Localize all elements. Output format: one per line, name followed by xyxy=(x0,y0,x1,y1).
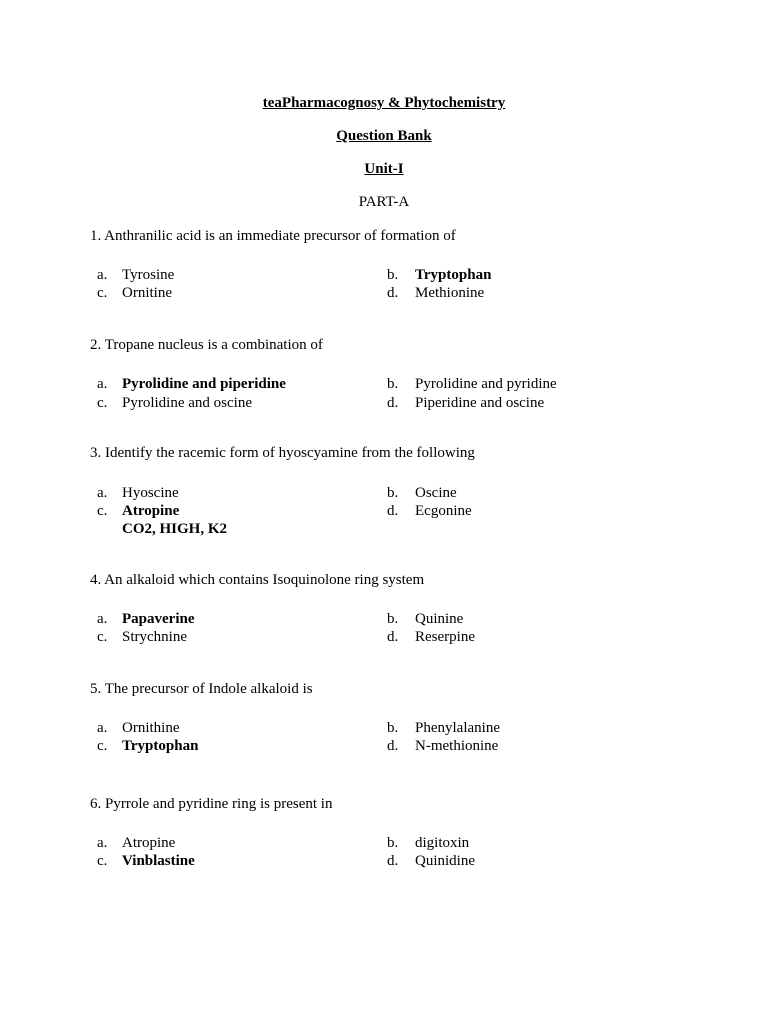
option-text-correct: Atropine xyxy=(122,503,180,519)
option-text: digitoxin xyxy=(415,835,470,851)
option-label: b. xyxy=(387,485,399,501)
question-3-note: CO2, HIGH, K2 xyxy=(122,521,228,537)
option-label: a. xyxy=(97,611,108,627)
option-text: Tyrosine xyxy=(122,267,175,283)
option-text-correct: Pyrolidine and piperidine xyxy=(122,376,286,392)
part-heading: PART-A xyxy=(358,194,410,210)
option-label: b. xyxy=(387,267,399,283)
option-text: Ecgonine xyxy=(415,503,472,519)
document-title: teaPharmacognosy & Phytochemistry xyxy=(262,95,506,111)
option-text-correct: Papaverine xyxy=(122,611,195,627)
option-label: a. xyxy=(97,835,108,851)
question-3-stem: 3. Identify the racemic form of hyoscyamine from the following xyxy=(90,445,475,461)
question-bank-heading: Question Bank xyxy=(336,128,432,144)
option-text: Oscine xyxy=(415,485,457,501)
option-text-correct: Vinblastine xyxy=(122,853,195,869)
option-text: Methionine xyxy=(415,285,485,301)
option-text: Ornitine xyxy=(122,285,172,301)
option-label: a. xyxy=(97,267,108,283)
option-text: Pyrolidine and pyridine xyxy=(415,376,557,392)
option-text-correct: Tryptophan xyxy=(122,738,199,754)
option-text: Quinidine xyxy=(415,853,475,869)
option-label: c. xyxy=(97,629,108,645)
option-label: c. xyxy=(97,503,108,519)
question-2-stem: 2. Tropane nucleus is a combination of xyxy=(90,337,323,353)
option-label: a. xyxy=(97,485,108,501)
option-text: Strychnine xyxy=(122,629,187,645)
option-label: c. xyxy=(97,285,108,301)
option-text: Pyrolidine and oscine xyxy=(122,395,252,411)
option-label: b. xyxy=(387,376,399,392)
option-label: d. xyxy=(387,503,399,519)
unit-heading: Unit-I xyxy=(364,161,404,177)
question-4-stem: 4. An alkaloid which contains Isoquinolone ring system xyxy=(90,572,425,588)
question-5-stem: 5. The precursor of Indole alkaloid is xyxy=(90,681,313,697)
option-text: N-methionine xyxy=(415,738,499,754)
option-label: a. xyxy=(97,720,108,736)
option-text: Piperidine and oscine xyxy=(415,395,545,411)
option-label: c. xyxy=(97,853,108,869)
question-1-stem: 1. Anthranilic acid is an immediate precursor of formation of xyxy=(90,228,456,244)
option-label: d. xyxy=(387,629,399,645)
option-label: a. xyxy=(97,376,108,392)
option-text: Hyoscine xyxy=(122,485,179,501)
option-label: b. xyxy=(387,611,399,627)
option-label: b. xyxy=(387,835,399,851)
option-label: b. xyxy=(387,720,399,736)
option-text: Ornithine xyxy=(122,720,180,736)
option-label: d. xyxy=(387,738,399,754)
option-text: Phenylalanine xyxy=(415,720,500,736)
option-label: d. xyxy=(387,285,399,301)
question-6-stem: 6. Pyrrole and pyridine ring is present in xyxy=(90,796,333,812)
option-label: c. xyxy=(97,738,108,754)
option-text-correct: Tryptophan xyxy=(415,267,492,283)
option-label: c. xyxy=(97,395,108,411)
option-text: Quinine xyxy=(415,611,464,627)
option-label: d. xyxy=(387,395,399,411)
option-text: Atropine xyxy=(122,835,176,851)
option-label: d. xyxy=(387,853,399,869)
option-text: Reserpine xyxy=(415,629,475,645)
